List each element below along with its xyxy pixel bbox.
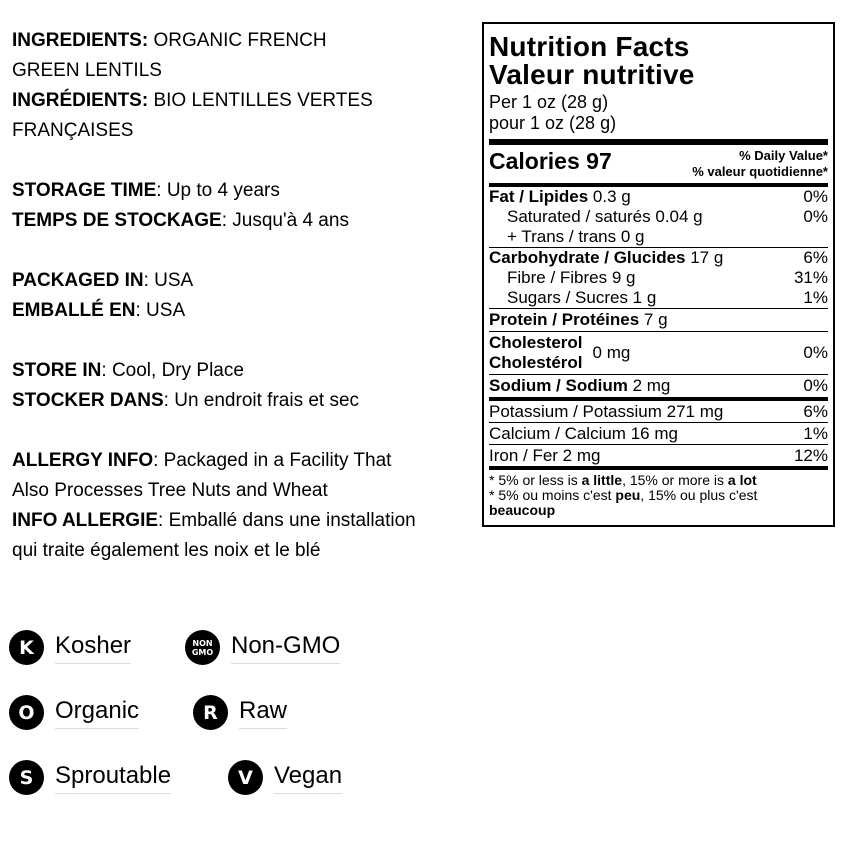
footnote-fr: * 5% ou moins c'est peu, 15% ou plus c'est: [489, 487, 758, 503]
packaged-in-fr: EMBALLÉ EN: USA: [12, 300, 186, 321]
sodium-row: Sodium / Sodium 2 mg 0%: [489, 376, 828, 395]
badge-label: Sproutable: [55, 761, 171, 794]
allergy-info-cont: Also Processes Tree Nuts and Wheat: [12, 480, 328, 501]
serving-size-fr: pour 1 oz (28 g): [489, 113, 617, 133]
storage-time: STORAGE TIME: Up to 4 years: [12, 180, 280, 201]
nutrition-title-en: Nutrition Facts: [489, 31, 690, 62]
sugars-row: Sugars / Sucres 1 g 1%: [507, 288, 828, 307]
iron-row: Iron / Fer 2 mg 12%: [489, 445, 828, 465]
nutrition-facts-table: [482, 22, 835, 527]
cholesterol-row: Cholesterol Cholestérol 0 mg 0%: [489, 333, 828, 372]
daily-value-header: % Daily Value* % valeur quotidienne*: [692, 148, 828, 179]
ingredients-fr: INGRÉDIENTS: BIO LENTILLES VERTES: [12, 90, 373, 111]
product-info: [12, 26, 474, 566]
allergy-info: ALLERGY INFO: Packaged in a Facility That: [12, 450, 392, 471]
r-icon: R: [193, 695, 228, 730]
badge-raw: [193, 695, 287, 730]
badge-label: Raw: [239, 696, 287, 729]
badge-non-gmo: [185, 630, 340, 665]
footnote-fr-cont: beaucoup: [489, 502, 556, 518]
ingredients-fr-cont: FRANÇAISES: [12, 120, 134, 141]
ingredients-en-cont: GREEN LENTILS: [12, 60, 162, 81]
o-icon: O: [9, 695, 44, 730]
footnote-en: * 5% or less is a little, 15% or more is a lot: [489, 472, 757, 488]
nutrition-title-fr: Valeur nutritive: [489, 59, 695, 90]
badge-kosher: [9, 630, 131, 665]
store-in-fr: STOCKER DANS: Un endroit frais et sec: [12, 390, 360, 411]
calcium-row: Calcium / Calcium 16 mg 1%: [489, 423, 828, 443]
calories-row: [489, 145, 828, 183]
trans-row: + Trans / trans 0 g: [507, 227, 645, 246]
potassium-row: Potassium / Potassium 271 mg 6%: [489, 401, 828, 421]
s-icon: S: [9, 760, 44, 795]
ingredients-en: INGREDIENTS: ORGANIC FRENCH: [12, 30, 327, 51]
allergy-info-fr: INFO ALLERGIE: Emballé dans une installation: [12, 510, 416, 531]
fat-row: Fat / Lipides 0.3 g 0%: [489, 187, 828, 206]
v-icon: V: [228, 760, 263, 795]
badge-sproutable: [9, 760, 171, 795]
badge-label: Vegan: [274, 761, 342, 794]
badge-label: Organic: [55, 696, 139, 729]
store-in: STORE IN: Cool, Dry Place: [12, 360, 244, 381]
footnote: [489, 470, 828, 518]
badge-vegan: [228, 760, 342, 795]
badge-label: Non-GMO: [231, 631, 340, 664]
fibre-row: Fibre / Fibres 9 g 31%: [507, 268, 828, 287]
badge-organic: [9, 695, 139, 730]
packaged-in: PACKAGED IN: USA: [12, 270, 194, 291]
serving-size-en: Per 1 oz (28 g): [489, 92, 609, 112]
allergy-info-fr-cont: qui traite également les noix et le blé: [12, 540, 321, 561]
carbohydrate-row: Carbohydrate / Glucides 17 g 6%: [489, 248, 828, 267]
calories-label: Calories 97: [489, 148, 612, 174]
badge-label: Kosher: [55, 631, 131, 664]
protein-row: Protein / Protéines 7 g: [489, 310, 668, 329]
saturated-row: Saturated / saturés 0.04 g 0%: [507, 207, 828, 226]
k-icon: K: [9, 630, 44, 665]
storage-time-fr: TEMPS DE STOCKAGE: Jusqu'à 4 ans: [12, 210, 349, 231]
non-gmo-icon: NON GMO: [185, 630, 220, 665]
certification-badges: [9, 630, 409, 810]
